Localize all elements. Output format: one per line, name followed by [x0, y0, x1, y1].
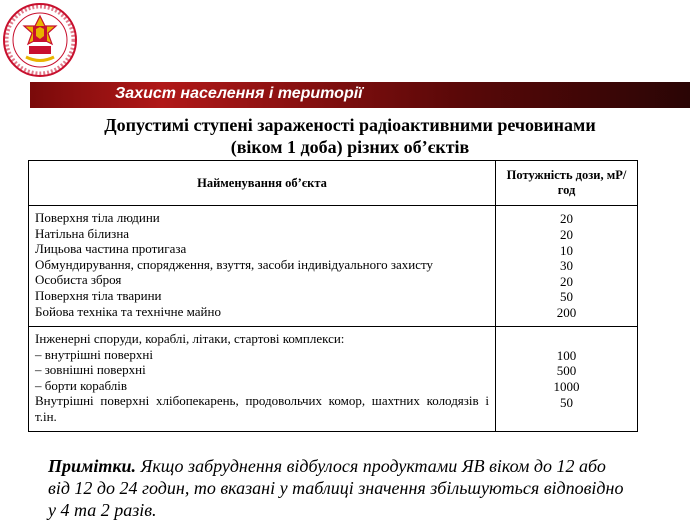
object-name: Поверхня тіла тварини — [35, 287, 162, 303]
note-label: Примітки. — [48, 456, 136, 476]
table-header-row — [29, 161, 638, 206]
group2-values — [496, 327, 638, 432]
title-line-2: (віком 1 доба) різних об’єктів — [230, 137, 470, 157]
dose-value: 100 — [556, 347, 577, 363]
dose-value: 500 — [556, 363, 577, 379]
header-object-name: Найменування об’єкта — [29, 161, 496, 206]
object-name: Бойова техніка та технічне майно — [35, 303, 221, 319]
dose-value: 1000 — [553, 379, 580, 394]
contamination-table — [28, 160, 638, 432]
document-title — [40, 114, 660, 158]
dose-value: 10 — [560, 242, 573, 258]
dose-value: 20 — [560, 273, 573, 289]
group1-names — [29, 206, 496, 327]
object-name: Поверхня тіла людини — [35, 210, 160, 225]
object-name: Внутрішні поверхні хлібопекарень, продовольчих комор, шахтних колодязів і — [35, 393, 490, 409]
object-name: Інженерні споруди, кораблі, літаки, стартові комплекси: — [35, 331, 345, 346]
object-name: Натільна білизна — [35, 225, 130, 241]
object-name: Особиста зброя — [35, 272, 122, 288]
header-banner — [30, 82, 690, 108]
table-row — [29, 206, 638, 327]
title-line-1: Допустимі ступені зараженості радіоактивними речовинами — [104, 115, 596, 135]
object-name: – зовнішні поверхні — [35, 362, 146, 378]
banner-title: Захист населення і території — [115, 85, 363, 102]
object-name: т.ін. — [35, 408, 57, 424]
object-name: Обмундирування, спорядження, взуття, засоби індивідуального захисту — [35, 256, 434, 272]
object-name: – внутрішні поверхні — [35, 346, 153, 362]
group1-values — [496, 206, 638, 327]
dose-value: 30 — [560, 258, 573, 274]
dose-value: 50 — [560, 394, 573, 410]
university-emblem-icon — [2, 2, 78, 78]
note-text: Якщо забруднення відбулося продуктами ЯВ віком до 12 або від 12 до 24 годин, то вказані у таблиці значення збільшуються відповідно у 4 та 2 разів. — [48, 456, 624, 520]
dose-value: 20 — [560, 211, 573, 227]
dose-value: 20 — [560, 227, 573, 243]
dose-value: 50 — [560, 289, 573, 305]
header-dose-rate: Потужність дози, мР/год — [496, 161, 638, 206]
note-paragraph — [48, 455, 628, 521]
table-row — [29, 327, 638, 432]
object-name: – борти кораблів — [35, 377, 128, 393]
object-name: Лицьова частина протигаза — [35, 241, 187, 257]
dose-value: 200 — [556, 304, 577, 320]
group2-names — [29, 327, 496, 432]
